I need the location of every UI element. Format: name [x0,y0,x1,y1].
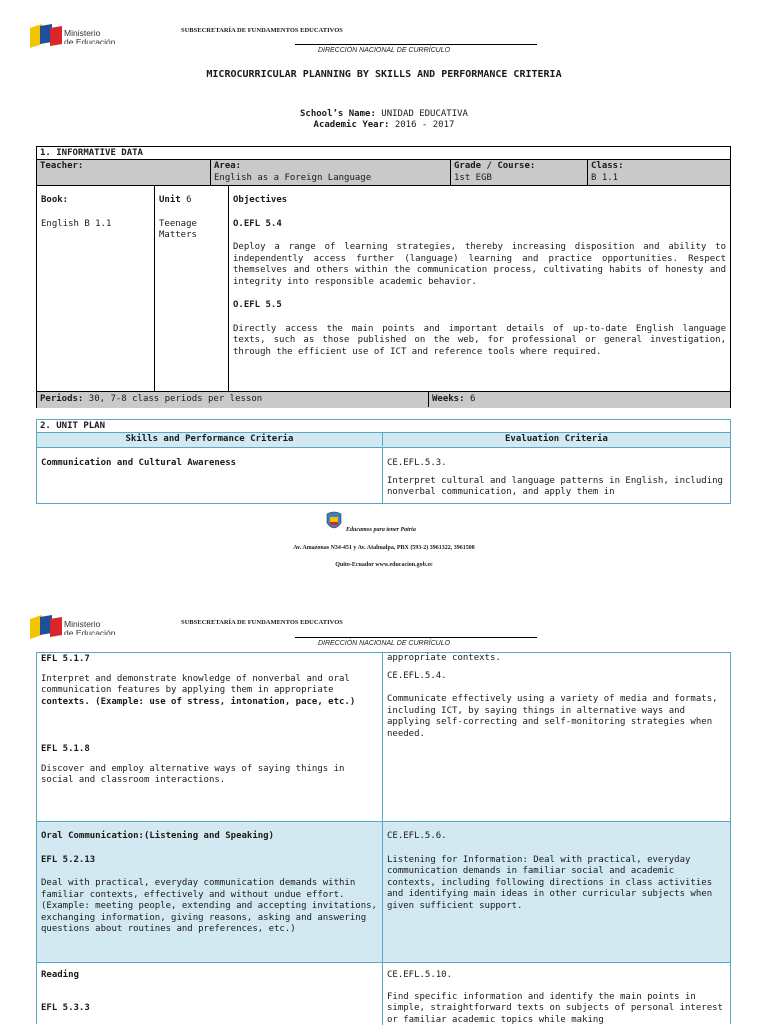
efl-5213-text: Deal with practical, everyday communication demands within familiar contexts, effectively and without undue effort. (Example: meeting people, extending and accepting invitations, exchanging information, giving reasons, asking and answering questions about routines and preferences, etc.) [41,878,378,936]
school-name-value: UNIDAD EDUCATIVA [381,109,468,119]
reading-title: Reading [41,970,378,982]
objectives-label: Objectives [233,195,726,207]
row1-eval-text: Interpret cultural and language patterns in English, including nonverbal communication, and apply them in [387,476,726,499]
footer-slogan: Educamos para tener Patria [346,527,416,533]
logo-line-1: Ministerio [64,29,116,38]
unit-number: 6 [186,195,191,205]
periods-value: 30, 7-8 class periods per lesson [89,394,262,404]
efl-518-code: EFL 5.1.8 [41,744,378,756]
school-info [0,109,768,131]
objective-2-code: O.EFL 5.5 [233,300,726,312]
efl-517-code: EFL 5.1.7 [41,654,378,666]
class-value: B 1.1 [591,172,727,184]
footer-address: Av. Amazonas N34-451 y Av. Atahualpa, PBX (593-2) 3961322, 3961508 [0,545,768,551]
flag-logo-icon [30,24,62,48]
teacher-label: Teacher: [37,160,211,185]
logo-line-2: de Educación [64,629,116,635]
efl-517-text: Interpret and demonstrate knowledge of nonverbal and oral communication features by applying them in appropriate [41,674,378,697]
row1-skill: Communication and Cultural Awareness [37,448,383,503]
efl-518-text: Discover and employ alternative ways of saying things in social and classroom interactions. [41,764,378,787]
objective-1-text: Deploy a range of learning strategies, thereby increasing disposition and ability to independently access further (language) learning and practice opportunities. Respect themselves and others within the communication process, cultivating habits of honesty and integrity into responsible academic behavior. [233,242,726,288]
ce-510-text: Find specific information and identify the main points in simple, straightforward texts on subjects of personal interest or familiar academic topics while making [387,992,726,1025]
direccion-label: DIRECCIÓN NACIONAL DE CURRÍCULO [295,47,473,54]
table-row [37,822,730,963]
ministry-logo-2 [30,615,120,639]
row1-eval-code: CE.EFL.5.3. [387,458,726,470]
logo-line-2: de Educación [64,38,116,44]
logo-line-1: Ministerio [64,620,116,629]
informative-section-title: 1. INFORMATIVE DATA [37,147,730,160]
ministry-logo [30,24,120,48]
ce-56-code: CE.EFL.5.6. [387,831,726,843]
header-rule [295,44,537,45]
objective-2-text: Directly access the main points and important details of up-to-date English language texts, such as those published on the web, for professional or general investigation, through the efficient use of ICT and reference tools where required. [233,324,726,359]
informative-header-row [37,160,730,186]
book-label: Book: [41,195,150,207]
weeks-value: 6 [470,394,475,404]
periods-row [37,391,730,408]
ce-56-text: Listening for Information: Deal with practical, everyday communication demands in familiar social and academic contexts, including following directions in class activities and identifying main ideas in other curricular subjects when given sufficient support. [387,855,726,913]
efl-5213-code: EFL 5.2.13 [41,855,378,867]
grade-label: Grade / Course: [454,160,584,172]
efl-517-bold: contexts. (Example: use of stress, intonation, pace, etc.) [41,697,378,709]
academic-year-label: Academic Year: [314,120,390,130]
col-skills-header: Skills and Performance Criteria [37,433,383,446]
subsecretaria-label-2: SUBSECRETARÍA DE FUNDAMENTOS EDUCATIVOS [181,619,343,626]
footer-emblem [325,511,343,537]
objectives-cell [229,185,730,391]
row1-eval [383,448,730,503]
page-title: MICROCURRICULAR PLANNING BY SKILLS AND PERFORMANCE CRITERIA [0,69,768,80]
ce-54-text: Communicate effectively using a variety of media and formats, including ICT, by saying things in alternative ways and applying self-correcting and self-monitoring strategies when needed. [387,694,726,740]
direccion-label-2: DIRECCIÓN NACIONAL DE CURRÍCULO [295,640,473,647]
unit-value: Teenage Matters [159,219,224,242]
flag-logo-icon [30,615,62,639]
coat-of-arms-icon [325,511,343,533]
book-cell [37,185,155,391]
informative-data-table [36,146,731,408]
footer-city: Quito-Ecuador www.educacion.gob.ec [0,562,768,568]
header-rule-2 [295,637,537,638]
area-value: English as a Foreign Language [214,172,447,184]
col-eval-header: Evaluation Criteria [383,433,730,446]
efl-533-code: EFL 5.3.3 [41,1003,378,1015]
continued-eval-text: appropriate contexts. [387,653,726,665]
weeks-label: Weeks: [432,394,465,404]
unit-plan-table [36,419,731,504]
unit-plan-header-row [37,433,730,448]
periods-label: Periods: [40,394,83,404]
unit-cell [155,185,229,391]
unit-plan-section-title: 2. UNIT PLAN [37,420,730,433]
table-row [37,653,730,822]
objective-1-code: O.EFL 5.4 [233,219,726,231]
subsecretaria-label: SUBSECRETARÍA DE FUNDAMENTOS EDUCATIVOS [181,27,343,34]
table-row [37,963,730,1025]
school-name-label: School’s Name: [300,109,376,119]
unit-label: Unit [159,195,181,205]
book-value: English B 1.1 [41,219,150,231]
oral-communication-title: Oral Communication:(Listening and Speaking) [41,831,378,843]
academic-year-value: 2016 - 2017 [395,120,455,130]
class-label: Class: [591,160,727,172]
unit-plan-table-continued [36,652,731,1024]
grade-value: 1st EGB [454,172,584,184]
ce-510-code: CE.EFL.5.10. [387,970,726,982]
ce-54-code: CE.EFL.5.4. [387,671,726,683]
area-label: Area: [214,160,447,172]
